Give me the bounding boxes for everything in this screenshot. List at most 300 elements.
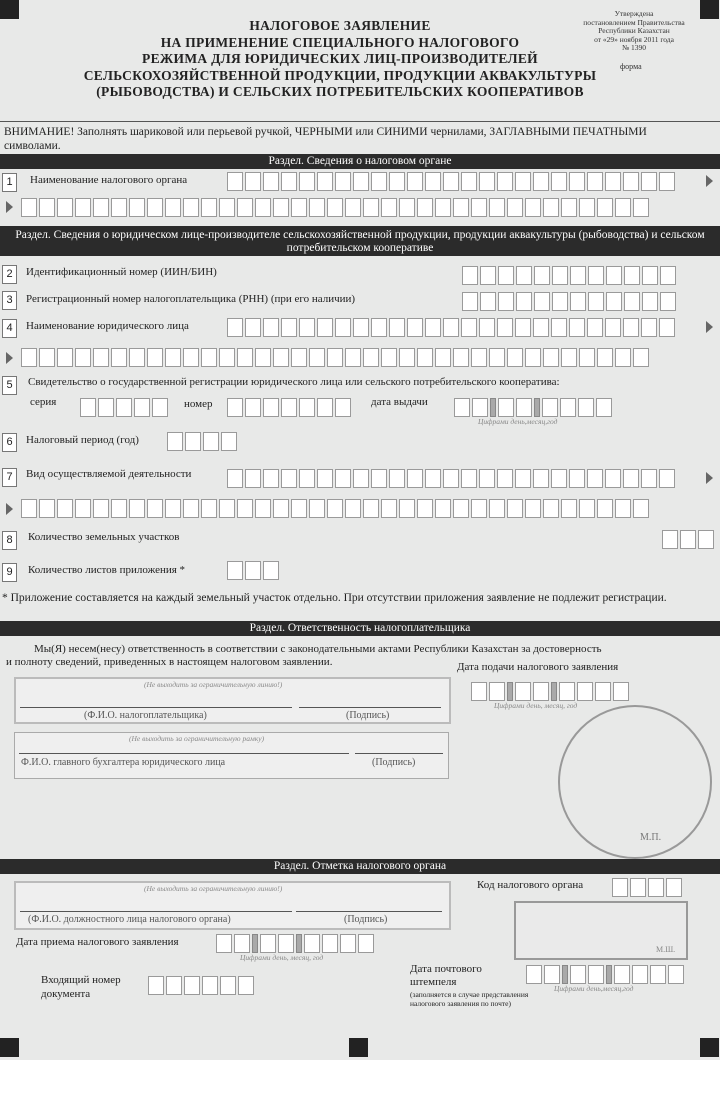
char-cell[interactable] xyxy=(381,198,397,217)
char-cell[interactable] xyxy=(57,348,73,367)
rnn-input[interactable] xyxy=(462,292,676,311)
char-cell[interactable] xyxy=(317,469,333,488)
char-cell[interactable] xyxy=(660,292,676,311)
char-cell[interactable] xyxy=(489,499,505,518)
activity-label: Вид осуществляемой деятельности xyxy=(26,468,192,480)
char-cell[interactable] xyxy=(507,198,523,217)
char-cell[interactable] xyxy=(273,348,289,367)
char-cell[interactable] xyxy=(668,965,684,984)
char-cell[interactable] xyxy=(462,266,478,285)
char-cell[interactable] xyxy=(281,469,297,488)
char-cell[interactable] xyxy=(309,348,325,367)
char-cell[interactable] xyxy=(309,198,325,217)
char-cell[interactable] xyxy=(633,198,649,217)
char-cell[interactable] xyxy=(363,348,379,367)
char-cell[interactable] xyxy=(281,318,297,337)
char-cell[interactable] xyxy=(363,198,379,217)
char-cell[interactable] xyxy=(358,934,374,953)
char-cell[interactable] xyxy=(245,561,261,580)
char-cell[interactable] xyxy=(147,348,163,367)
char-cell[interactable] xyxy=(75,348,91,367)
char-cell[interactable] xyxy=(612,878,628,897)
char-cell[interactable] xyxy=(201,348,217,367)
char-cell[interactable] xyxy=(641,172,657,191)
iin-bin-input[interactable] xyxy=(462,266,676,285)
char-cell[interactable] xyxy=(227,172,243,191)
char-cell[interactable] xyxy=(613,682,629,701)
char-cell[interactable] xyxy=(507,348,523,367)
char-cell[interactable] xyxy=(579,198,595,217)
char-cell[interactable] xyxy=(353,318,369,337)
char-cell[interactable] xyxy=(93,499,109,518)
char-cell[interactable] xyxy=(587,172,603,191)
char-cell[interactable] xyxy=(561,198,577,217)
incoming-number-input[interactable] xyxy=(148,976,254,995)
char-cell[interactable] xyxy=(507,499,523,518)
char-cell[interactable] xyxy=(479,469,495,488)
char-cell[interactable] xyxy=(666,878,682,897)
char-cell[interactable] xyxy=(489,198,505,217)
char-cell[interactable] xyxy=(407,172,423,191)
char-cell[interactable] xyxy=(417,499,433,518)
char-cell[interactable] xyxy=(278,934,294,953)
char-cell[interactable] xyxy=(435,499,451,518)
char-cell[interactable] xyxy=(498,292,514,311)
char-cell[interactable] xyxy=(543,198,559,217)
char-cell[interactable] xyxy=(605,469,621,488)
char-cell[interactable] xyxy=(453,198,469,217)
incoming-number-label: Входящий номер xyxy=(41,974,121,986)
char-cell[interactable] xyxy=(281,398,297,417)
char-cell[interactable] xyxy=(615,198,631,217)
postmark-label-2: штемпеля xyxy=(410,976,457,988)
char-cell[interactable] xyxy=(219,348,235,367)
char-cell[interactable] xyxy=(327,499,343,518)
char-cell[interactable] xyxy=(515,172,531,191)
char-cell[interactable] xyxy=(75,198,91,217)
char-cell[interactable] xyxy=(698,530,714,549)
registration-marker xyxy=(700,0,719,19)
char-cell[interactable] xyxy=(340,934,356,953)
char-cell[interactable] xyxy=(21,198,37,217)
char-cell[interactable] xyxy=(597,198,613,217)
char-cell[interactable] xyxy=(533,469,549,488)
char-cell[interactable] xyxy=(587,318,603,337)
char-cell[interactable] xyxy=(462,292,478,311)
char-cell[interactable] xyxy=(57,198,73,217)
char-cell[interactable] xyxy=(237,348,253,367)
char-cell[interactable] xyxy=(435,198,451,217)
char-cell[interactable] xyxy=(227,469,243,488)
char-cell[interactable] xyxy=(148,976,164,995)
char-cell[interactable] xyxy=(533,172,549,191)
char-cell[interactable] xyxy=(75,499,91,518)
char-cell[interactable] xyxy=(263,561,279,580)
char-cell[interactable] xyxy=(21,348,37,367)
char-cell[interactable] xyxy=(561,499,577,518)
stamp-label: М.Ш. xyxy=(656,945,676,954)
certificate-number-input[interactable] xyxy=(227,398,351,417)
char-cell[interactable] xyxy=(407,318,423,337)
char-cell[interactable] xyxy=(291,499,307,518)
issue-date-input[interactable] xyxy=(454,398,612,417)
char-cell[interactable] xyxy=(570,266,586,285)
char-cell[interactable] xyxy=(614,965,630,984)
char-cell[interactable] xyxy=(57,499,73,518)
char-cell[interactable] xyxy=(497,172,513,191)
char-cell[interactable] xyxy=(381,348,397,367)
postmark-date-input[interactable] xyxy=(526,965,684,984)
char-cell[interactable] xyxy=(660,266,676,285)
entity-name-input-line2[interactable] xyxy=(21,348,649,367)
char-cell[interactable] xyxy=(551,469,567,488)
char-cell[interactable] xyxy=(606,266,622,285)
series-input[interactable] xyxy=(80,398,168,417)
char-cell[interactable] xyxy=(525,348,541,367)
char-cell[interactable] xyxy=(560,398,576,417)
char-cell[interactable] xyxy=(152,398,168,417)
char-cell[interactable] xyxy=(498,398,514,417)
char-cell[interactable] xyxy=(237,499,253,518)
char-cell[interactable] xyxy=(371,318,387,337)
char-cell[interactable] xyxy=(399,198,415,217)
char-cell[interactable] xyxy=(633,499,649,518)
char-cell[interactable] xyxy=(534,292,550,311)
char-cell[interactable] xyxy=(201,198,217,217)
char-cell[interactable] xyxy=(579,348,595,367)
char-cell[interactable] xyxy=(116,398,132,417)
responsibility-statement: Мы(Я) несем(несу) ответственность в соответствии с законодательными актами Республики Казахстан за достоверность xyxy=(34,643,602,655)
char-cell[interactable] xyxy=(597,348,613,367)
char-cell[interactable] xyxy=(165,198,181,217)
char-cell[interactable] xyxy=(255,348,271,367)
char-cell[interactable] xyxy=(281,172,297,191)
char-cell[interactable] xyxy=(461,172,477,191)
char-cell[interactable] xyxy=(165,348,181,367)
char-cell[interactable] xyxy=(543,348,559,367)
char-cell[interactable] xyxy=(569,172,585,191)
char-cell[interactable] xyxy=(389,469,405,488)
char-cell[interactable] xyxy=(299,469,315,488)
char-cell[interactable] xyxy=(561,348,577,367)
char-cell[interactable] xyxy=(273,198,289,217)
char-cell[interactable] xyxy=(497,318,513,337)
char-cell[interactable] xyxy=(93,348,109,367)
char-cell[interactable] xyxy=(317,172,333,191)
char-cell[interactable] xyxy=(570,965,586,984)
char-cell[interactable] xyxy=(559,682,575,701)
char-cell[interactable] xyxy=(309,499,325,518)
char-cell[interactable] xyxy=(605,172,621,191)
char-cell[interactable] xyxy=(642,292,658,311)
char-cell[interactable] xyxy=(605,318,621,337)
char-cell[interactable] xyxy=(596,398,612,417)
char-cell[interactable] xyxy=(659,469,675,488)
char-cell[interactable] xyxy=(363,499,379,518)
char-cell[interactable] xyxy=(263,469,279,488)
char-cell[interactable] xyxy=(227,398,243,417)
char-cell[interactable] xyxy=(245,318,261,337)
char-cell[interactable] xyxy=(111,198,127,217)
activity-input-line2[interactable] xyxy=(21,499,649,518)
char-cell[interactable] xyxy=(489,682,505,701)
char-cell[interactable] xyxy=(577,682,593,701)
char-cell[interactable] xyxy=(425,172,441,191)
char-cell[interactable] xyxy=(435,348,451,367)
char-cell[interactable] xyxy=(569,318,585,337)
char-cell[interactable] xyxy=(147,499,163,518)
char-cell[interactable] xyxy=(606,292,622,311)
char-cell[interactable] xyxy=(624,292,640,311)
accountant-signature-box[interactable] xyxy=(14,732,449,779)
char-cell[interactable] xyxy=(291,198,307,217)
char-cell[interactable] xyxy=(255,499,271,518)
char-cell[interactable] xyxy=(353,469,369,488)
char-cell[interactable] xyxy=(129,198,145,217)
char-cell[interactable] xyxy=(588,965,604,984)
char-cell[interactable] xyxy=(39,499,55,518)
char-cell[interactable] xyxy=(588,266,604,285)
char-cell[interactable] xyxy=(134,398,150,417)
char-cell[interactable] xyxy=(472,398,488,417)
accept-date-input[interactable] xyxy=(216,934,374,953)
char-cell[interactable] xyxy=(542,398,558,417)
char-cell[interactable] xyxy=(245,398,261,417)
char-cell[interactable] xyxy=(335,318,351,337)
char-cell[interactable] xyxy=(578,398,594,417)
char-cell[interactable] xyxy=(111,348,127,367)
tax-code-input[interactable] xyxy=(612,878,682,897)
char-cell[interactable] xyxy=(471,198,487,217)
tax-period-input[interactable] xyxy=(167,432,237,451)
appendix-sheets-input[interactable] xyxy=(227,561,279,580)
payer-signature-box[interactable] xyxy=(14,677,451,724)
char-cell[interactable] xyxy=(345,198,361,217)
char-cell[interactable] xyxy=(648,878,664,897)
char-cell[interactable] xyxy=(543,499,559,518)
char-cell[interactable] xyxy=(335,469,351,488)
char-cell[interactable] xyxy=(533,682,549,701)
char-cell[interactable] xyxy=(93,198,109,217)
char-cell[interactable] xyxy=(167,432,183,451)
char-cell[interactable] xyxy=(183,348,199,367)
activity-input[interactable] xyxy=(227,469,675,488)
char-cell[interactable] xyxy=(569,469,585,488)
char-cell[interactable] xyxy=(299,172,315,191)
char-cell[interactable] xyxy=(263,172,279,191)
char-cell[interactable] xyxy=(659,318,675,337)
payer-name-caption: (Ф.И.О. налогоплательщика) xyxy=(84,710,207,721)
char-cell[interactable] xyxy=(515,682,531,701)
official-signature-box[interactable] xyxy=(14,881,451,930)
char-cell[interactable] xyxy=(461,318,477,337)
char-cell[interactable] xyxy=(680,530,696,549)
char-cell[interactable] xyxy=(255,198,271,217)
tax-authority-input[interactable] xyxy=(227,172,675,191)
approval-note: Утверждена постановлением Правительства Республики Казахстан от «29» ноября 2011 года № 1390 xyxy=(583,9,685,53)
char-cell[interactable] xyxy=(516,398,532,417)
char-cell[interactable] xyxy=(641,469,657,488)
char-cell[interactable] xyxy=(98,398,114,417)
char-cell[interactable] xyxy=(234,934,250,953)
char-cell[interactable] xyxy=(304,934,320,953)
char-cell[interactable] xyxy=(497,469,513,488)
char-cell[interactable] xyxy=(221,432,237,451)
char-cell[interactable] xyxy=(570,292,586,311)
char-cell[interactable] xyxy=(322,934,338,953)
char-cell[interactable] xyxy=(471,499,487,518)
char-cell[interactable] xyxy=(219,499,235,518)
char-cell[interactable] xyxy=(202,976,218,995)
char-cell[interactable] xyxy=(345,499,361,518)
char-cell[interactable] xyxy=(597,499,613,518)
char-cell[interactable] xyxy=(273,499,289,518)
char-cell[interactable] xyxy=(327,348,343,367)
char-cell[interactable] xyxy=(630,878,646,897)
char-cell[interactable] xyxy=(203,432,219,451)
char-cell[interactable] xyxy=(166,976,182,995)
char-cell[interactable] xyxy=(516,292,532,311)
char-cell[interactable] xyxy=(39,348,55,367)
char-cell[interactable] xyxy=(399,499,415,518)
char-cell[interactable] xyxy=(461,469,477,488)
char-cell[interactable] xyxy=(129,348,145,367)
entity-name-input[interactable] xyxy=(227,318,675,337)
char-cell[interactable] xyxy=(453,499,469,518)
char-cell[interactable] xyxy=(624,266,640,285)
char-cell[interactable] xyxy=(498,266,514,285)
char-cell[interactable] xyxy=(489,348,505,367)
char-cell[interactable] xyxy=(399,348,415,367)
char-cell[interactable] xyxy=(183,499,199,518)
char-cell[interactable] xyxy=(615,348,631,367)
char-cell[interactable] xyxy=(263,318,279,337)
char-cell[interactable] xyxy=(425,318,441,337)
char-cell[interactable] xyxy=(237,198,253,217)
char-cell[interactable] xyxy=(595,682,611,701)
char-cell[interactable] xyxy=(633,348,649,367)
char-cell[interactable] xyxy=(201,499,217,518)
char-cell[interactable] xyxy=(525,499,541,518)
char-cell[interactable] xyxy=(471,682,487,701)
char-cell[interactable] xyxy=(552,292,568,311)
char-cell[interactable] xyxy=(623,172,639,191)
char-cell[interactable] xyxy=(317,398,333,417)
char-cell[interactable] xyxy=(480,266,496,285)
char-cell[interactable] xyxy=(453,348,469,367)
char-cell[interactable] xyxy=(579,499,595,518)
char-cell[interactable] xyxy=(335,172,351,191)
char-cell[interactable] xyxy=(551,172,567,191)
tax-authority-input-line2[interactable] xyxy=(21,198,649,217)
submit-date-input[interactable] xyxy=(471,682,629,701)
char-cell[interactable] xyxy=(623,469,639,488)
char-cell[interactable] xyxy=(21,499,37,518)
char-cell[interactable] xyxy=(471,348,487,367)
char-cell[interactable] xyxy=(219,198,235,217)
char-cell[interactable] xyxy=(587,469,603,488)
name-line xyxy=(20,707,292,708)
char-cell[interactable] xyxy=(389,172,405,191)
char-cell[interactable] xyxy=(443,172,459,191)
char-cell[interactable] xyxy=(220,976,236,995)
char-cell[interactable] xyxy=(353,172,369,191)
char-cell[interactable] xyxy=(552,266,568,285)
char-cell[interactable] xyxy=(165,499,181,518)
char-cell[interactable] xyxy=(425,469,441,488)
char-cell[interactable] xyxy=(480,292,496,311)
char-cell[interactable] xyxy=(588,292,604,311)
char-cell[interactable] xyxy=(111,499,127,518)
char-cell[interactable] xyxy=(407,469,423,488)
char-cell[interactable] xyxy=(526,965,542,984)
char-cell[interactable] xyxy=(381,499,397,518)
char-cell[interactable] xyxy=(659,172,675,191)
char-cell[interactable] xyxy=(263,398,279,417)
char-cell[interactable] xyxy=(39,198,55,217)
char-cell[interactable] xyxy=(623,318,639,337)
char-cell[interactable] xyxy=(371,469,387,488)
char-cell[interactable] xyxy=(238,976,254,995)
char-cell[interactable] xyxy=(371,172,387,191)
char-cell[interactable] xyxy=(260,934,276,953)
char-cell[interactable] xyxy=(389,318,405,337)
char-cell[interactable] xyxy=(650,965,666,984)
char-cell[interactable] xyxy=(245,469,261,488)
char-cell[interactable] xyxy=(299,398,315,417)
char-cell[interactable] xyxy=(291,348,307,367)
char-cell[interactable] xyxy=(515,318,531,337)
char-cell[interactable] xyxy=(525,198,541,217)
char-cell[interactable] xyxy=(443,318,459,337)
char-cell[interactable] xyxy=(662,530,678,549)
char-cell[interactable] xyxy=(227,318,243,337)
char-cell[interactable] xyxy=(641,318,657,337)
char-cell[interactable] xyxy=(534,266,550,285)
char-cell[interactable] xyxy=(216,934,232,953)
char-cell[interactable] xyxy=(147,198,163,217)
char-cell[interactable] xyxy=(615,499,631,518)
land-plots-input[interactable] xyxy=(662,530,714,549)
char-cell[interactable] xyxy=(479,172,495,191)
stamp-box xyxy=(514,901,688,960)
char-cell[interactable] xyxy=(632,965,648,984)
char-cell[interactable] xyxy=(533,318,549,337)
char-cell[interactable] xyxy=(80,398,96,417)
char-cell[interactable] xyxy=(516,266,532,285)
char-cell[interactable] xyxy=(245,172,261,191)
char-cell[interactable] xyxy=(129,499,145,518)
char-cell[interactable] xyxy=(327,198,343,217)
char-cell[interactable] xyxy=(185,432,201,451)
char-cell[interactable] xyxy=(544,965,560,984)
char-cell[interactable] xyxy=(417,198,433,217)
char-cell[interactable] xyxy=(184,976,200,995)
char-cell[interactable] xyxy=(515,469,531,488)
char-cell[interactable] xyxy=(443,469,459,488)
char-cell[interactable] xyxy=(454,398,470,417)
char-cell[interactable] xyxy=(183,198,199,217)
char-cell[interactable] xyxy=(479,318,495,337)
char-cell[interactable] xyxy=(345,348,361,367)
char-cell[interactable] xyxy=(642,266,658,285)
char-cell[interactable] xyxy=(227,561,243,580)
char-cell[interactable] xyxy=(551,318,567,337)
char-cell[interactable] xyxy=(317,318,333,337)
char-cell[interactable] xyxy=(417,348,433,367)
char-cell[interactable] xyxy=(299,318,315,337)
char-cell[interactable] xyxy=(335,398,351,417)
